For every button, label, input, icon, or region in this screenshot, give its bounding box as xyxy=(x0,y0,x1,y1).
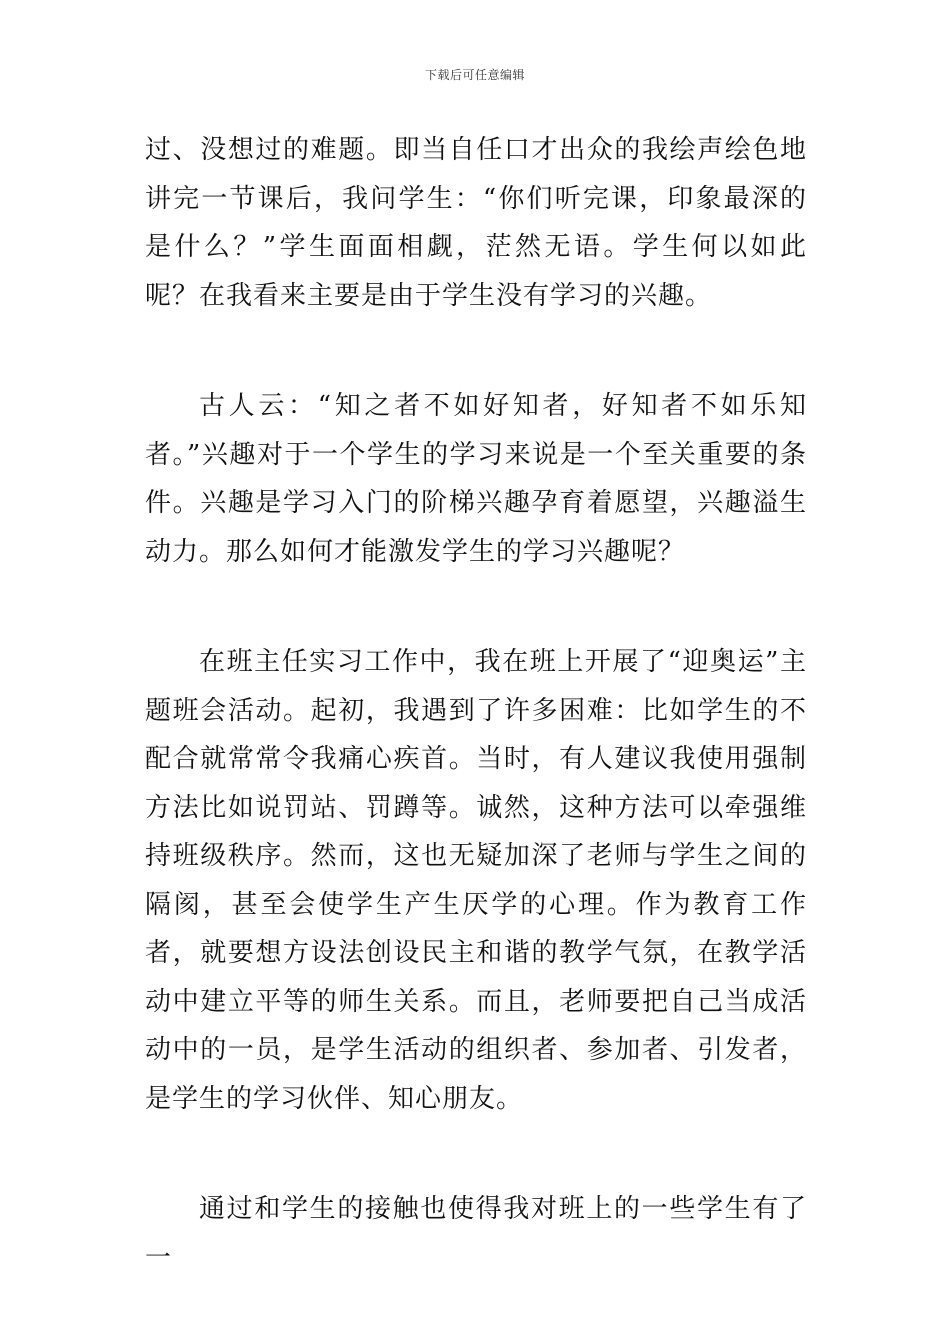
paragraph-spacer xyxy=(145,1123,807,1185)
paragraph-spacer xyxy=(145,320,807,382)
page-header: 下载后可任意编辑 xyxy=(424,68,525,82)
paragraph-4: 通过和学生的接触也使得我对班上的一些学生有了一 xyxy=(145,1194,807,1273)
paragraph-2: 古人云：“知之者不如好知者，好知者不如乐知者。”兴趣对于一个学生的学习来说是一个至关重要的条件。兴趣是学习入门的阶梯兴趣孕育着愿望，兴趣溢生动力。那么如何才能激发学生的学习兴趣呢？ xyxy=(145,391,807,567)
paragraph-3: 在班主任实习工作中，我在班上开展了“迎奥运”主题班会活动。起初，我遇到了许多困难：比如学生的不配合就常常令我痛心疾首。当时，有人建议我使用强制方法比如说罚站、罚蹲等。诚然，这种方法可以牵强维持班级秩序。然而，这也无疑加深了老师与学生之间的隔阂，甚至会使学生产生厌学的心理。作为教育工作者，就要想方设法创设民主和谐的教学气氛，在教学活动中建立平等的师生关系。而且，老师要把自己当成活动中的一员，是学生活动的组织者、参加者、引发者，是学生的学习伙伴、知心朋友。 xyxy=(145,647,807,1114)
paragraph-1: 过、没想过的难题。即当自任口才出众的我绘声绘色地讲完一节课后，我问学生：“你们听完课，印象最深的是什么？”学生面面相觑，茫然无语。学生何以如此呢？在我看来主要是由于学生没有学习的兴趣。 xyxy=(145,135,807,311)
document-body xyxy=(145,126,807,1282)
paragraph-spacer xyxy=(145,576,807,638)
